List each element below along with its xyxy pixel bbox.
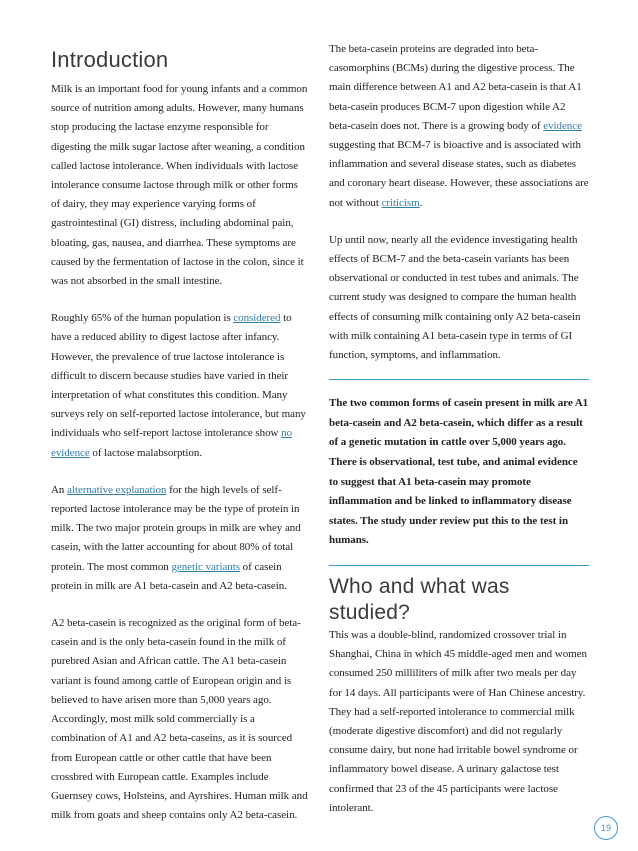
text-run: of lactose malabsorption. bbox=[89, 446, 203, 459]
intro-paragraph-3 bbox=[51, 481, 308, 596]
body-paragraph-up-until-now: Up until now, nearly all the evidence investigating health effects of BCM-7 and the beta-casein variants has been observational or conducted in test tubes and animals. The current study was designed to compare the human health effects of consuming milk containing only A2 beta-casein with milk containing A1 beta-casein type in terms of GI function, symptoms, and inflammation. bbox=[329, 233, 581, 362]
section-heading-introduction: Introduction bbox=[51, 47, 169, 72]
text-run: The beta-casein proteins are degraded into beta-casomorphins (BCMs) during the digestive process. The main difference between A1 and A2 beta-casein is that A1 beta-casein produces BCM-7 upon digestion while A2 beta-casein does not. There is a growing body of bbox=[329, 43, 582, 132]
intro-paragraph-2 bbox=[51, 309, 308, 463]
study-description-paragraph: This was a double-blind, randomized crossover trial in Shanghai, China in which 45 middle-aged men and women consumed 250 milliliters of milk after two meals per day for 14 days. All participants were of Han Chinese ancestry. They had a self-reported intolerance to commercial milk (moderate digestive discomfort) and did not regularly consume dairy, but none had irritable bowel syndrome or inflammatory bowel disease. A urinary galactose test confirmed that 23 of the 45 participants were lactose intolerant. bbox=[329, 629, 587, 814]
page-number: 19 bbox=[600, 823, 611, 833]
link-evidence[interactable]: evidence bbox=[543, 119, 582, 132]
text-run: of casein protein in milk are A1 beta-casein and A2 beta-casein. bbox=[51, 560, 287, 592]
link-alternative-explanation[interactable]: alternative explanation bbox=[67, 483, 167, 496]
spacer bbox=[51, 291, 308, 309]
spacer bbox=[51, 463, 308, 481]
text-run: . bbox=[419, 196, 423, 209]
page-number-badge bbox=[594, 816, 618, 840]
link-considered[interactable]: considered bbox=[233, 312, 281, 325]
spacer bbox=[329, 551, 589, 565]
spacer bbox=[329, 213, 589, 231]
text-run: for the high levels of self-reported lactose intolerance may be the type of protein in milk. The two major protein groups in milk are whey and casein, with the latter accounting for about 80% of total protein. The most common bbox=[51, 483, 301, 573]
left-column bbox=[51, 40, 308, 825]
spacer bbox=[329, 365, 589, 379]
callout-bottom-rule bbox=[329, 565, 589, 566]
text-run: Roughly 65% of the human population is bbox=[51, 312, 234, 325]
intro-paragraph-4: A2 beta-casein is recognized as the original form of beta-casein and is the only beta-casein found in the milk of purebred Asian and African cattle. The A1 beta-casein variant is found among cattle of European origin and is believed to have arisen more than 5,000 years ago. Accordingly, most milk sold commercially is a combination of A1 and A2 beta-caseins, as it is sourced from European cattle or other cattle that have been crossbred with European cattle. Examples include Guernsey cows, Holsteins, and Ayrshires. Human milk and milk from goats and sheep contains only A2 beta-casein. bbox=[51, 617, 308, 822]
body-paragraph-bcm bbox=[329, 40, 589, 213]
text-run: to have a reduced ability to digest lactose after infancy. However, the prevalence of true lactose intolerance is difficult to discern because studies have varied in their interpretation of what constitutes this condition. Many surveys rely on self-reported lactose intolerance, but many individuals who self-report lactose intolerance show bbox=[51, 312, 306, 440]
spacer bbox=[51, 596, 308, 614]
intro-paragraph-1: Milk is an important food for young infants and a common source of nutrition among adults. However, many humans stop producing the lactase enzyme responsible for digesting the milk sugar lactose after weaning, a condition called lactose intolerance. When individuals with lactose intolerance consume lactose through milk or other forms of dairy, they may experience varying forms of gastrointestinal (GI) distress, including abdominal pain, bloating, gas, nausea, and diarrhea. These symptoms are caused by the fermentation of lactose in the colon, since it was not absorbed in the small intestine. bbox=[51, 83, 308, 288]
link-no-evidence[interactable]: no evidence bbox=[51, 427, 293, 459]
callout-top-rule bbox=[329, 379, 589, 380]
right-column bbox=[329, 40, 589, 818]
section-heading-who-and-what: Who and what was studied? bbox=[329, 575, 510, 624]
text-run: suggesting that BCM-7 is bioactive and is associated with inflammation and several disease states, such as diabetes and coronary heart disease. However, these associations are not without bbox=[329, 139, 589, 209]
key-point-callout: The two common forms of casein present in milk are A1 beta-casein and A2 beta-casein, which differ as a result of a genetic mutation in cattle over 5,000 years ago. There is observational, test tube, and animal evidence to suggest that A1 beta-casein may promote inflammation and be linked to inflammatory disease states. The study under review put this to the test in humans. bbox=[329, 397, 589, 547]
link-criticism[interactable]: criticism bbox=[381, 196, 420, 209]
text-run: An bbox=[51, 483, 68, 496]
link-genetic-variants[interactable]: genetic variants bbox=[171, 560, 240, 573]
